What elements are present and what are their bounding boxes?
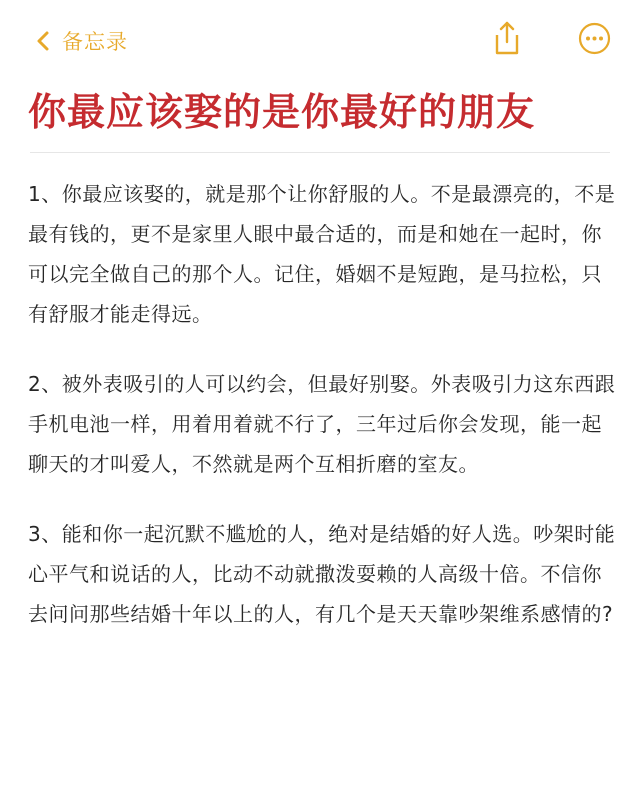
paragraph-2: 2、被外表吸引的人可以约会，但最好别娶。外表吸引力这东西跟手机电池一样，用着用着就不行了，三年过后你会发现，能一起聊天的才叫爱人，不然就是两个互相折磨的室友。 <box>28 372 616 476</box>
more-icon <box>578 40 611 59</box>
back-label: 备忘录 <box>62 30 128 54</box>
note-body[interactable] <box>28 174 618 664</box>
navigation-bar <box>0 0 641 80</box>
share-icon <box>490 41 524 60</box>
note-title[interactable]: 你最应该娶的是你最好的朋友 <box>28 90 536 134</box>
chevron-left-icon <box>36 30 50 52</box>
paragraph-3: 3、能和你一起沉默不尴尬的人，绝对是结婚的好人选。吵架时能心平气和说话的人，比动不动就撒泼耍赖的人高级十倍。不信你去问问那些结婚十年以上的人，有几个是天天靠吵架维系感情的? <box>28 522 616 626</box>
paragraph-1: 1、你最应该娶的，就是那个让你舒服的人。不是最漂亮的，不是最有钱的，更不是家里人眼中最合适的，而是和她在一起时，你可以完全做自己的那个人。记住，婚姻不是短跑，是马拉松，只有舒服才能走得远。 <box>28 182 616 326</box>
more-button[interactable] <box>578 22 611 55</box>
share-button[interactable] <box>490 20 524 56</box>
back-button[interactable] <box>36 26 128 56</box>
title-divider <box>30 152 610 153</box>
